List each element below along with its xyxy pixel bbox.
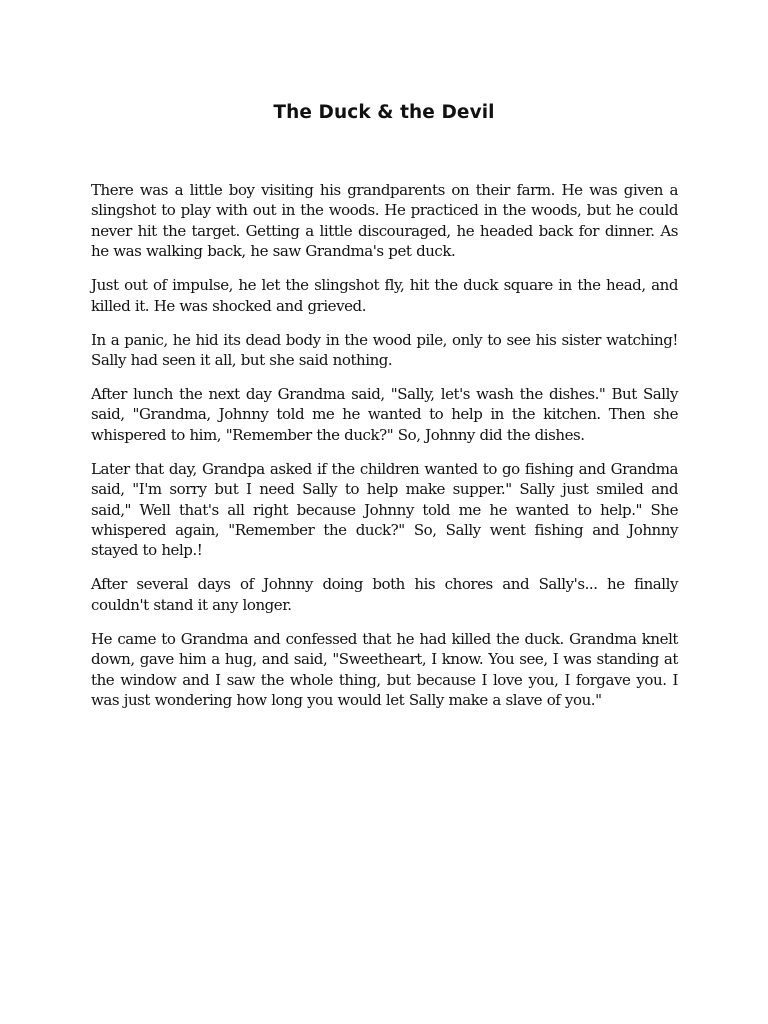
document-title: The Duck & the Devil [273, 102, 495, 123]
paragraph: Just out of impulse, he let the slingshot fly, hit the duck square in the head, and killed it. He was shocked and grieved. [91, 276, 678, 315]
paragraph: After several days of Johnny doing both his chores and Sally's... he finally couldn't stand it any longer. [91, 575, 678, 614]
paragraph: He came to Grandma and confessed that he had killed the duck. Grandma knelt down, gave him a hug, and said, "Sweetheart, I know. You see, I was standing at the window and I saw the whole thing, but because I love you, I forgave you. I was just wondering how long you would let Sally make a slave of you." [91, 629, 678, 710]
paragraph: There was a little boy visiting his grandparents on their farm. He was given a slingshot to play with out in the woods. He practiced in the woods, but he could never hit the target. Getting a little discouraged, he headed back for dinner. As he was walking back, he saw Grandma's pet duck. [91, 181, 678, 261]
paragraph: After lunch the next day Grandma said, "Sally, let's wash the dishes." But Sally said, "Grandma, Johnny told me he wanted to help in the kitchen. Then she whispered to him, "Remember the duck?" So, Johnny did the dishes. [91, 385, 678, 444]
paragraph: Later that day, Grandpa asked if the children wanted to go fishing and Grandma said, "I'm sorry but I need Sally to help make supper." Sally just smiled and said," Well that's all right because Johnny told me he wanted to help." She whispered again, "Remember the duck?" So, Sally went fishing and Johnny stayed to help.! [91, 459, 678, 560]
document-body [91, 180, 678, 724]
paragraph: In a panic, he hid its dead body in the wood pile, only to see his sister watching! Sally had seen it all, but she said nothing. [91, 330, 678, 370]
